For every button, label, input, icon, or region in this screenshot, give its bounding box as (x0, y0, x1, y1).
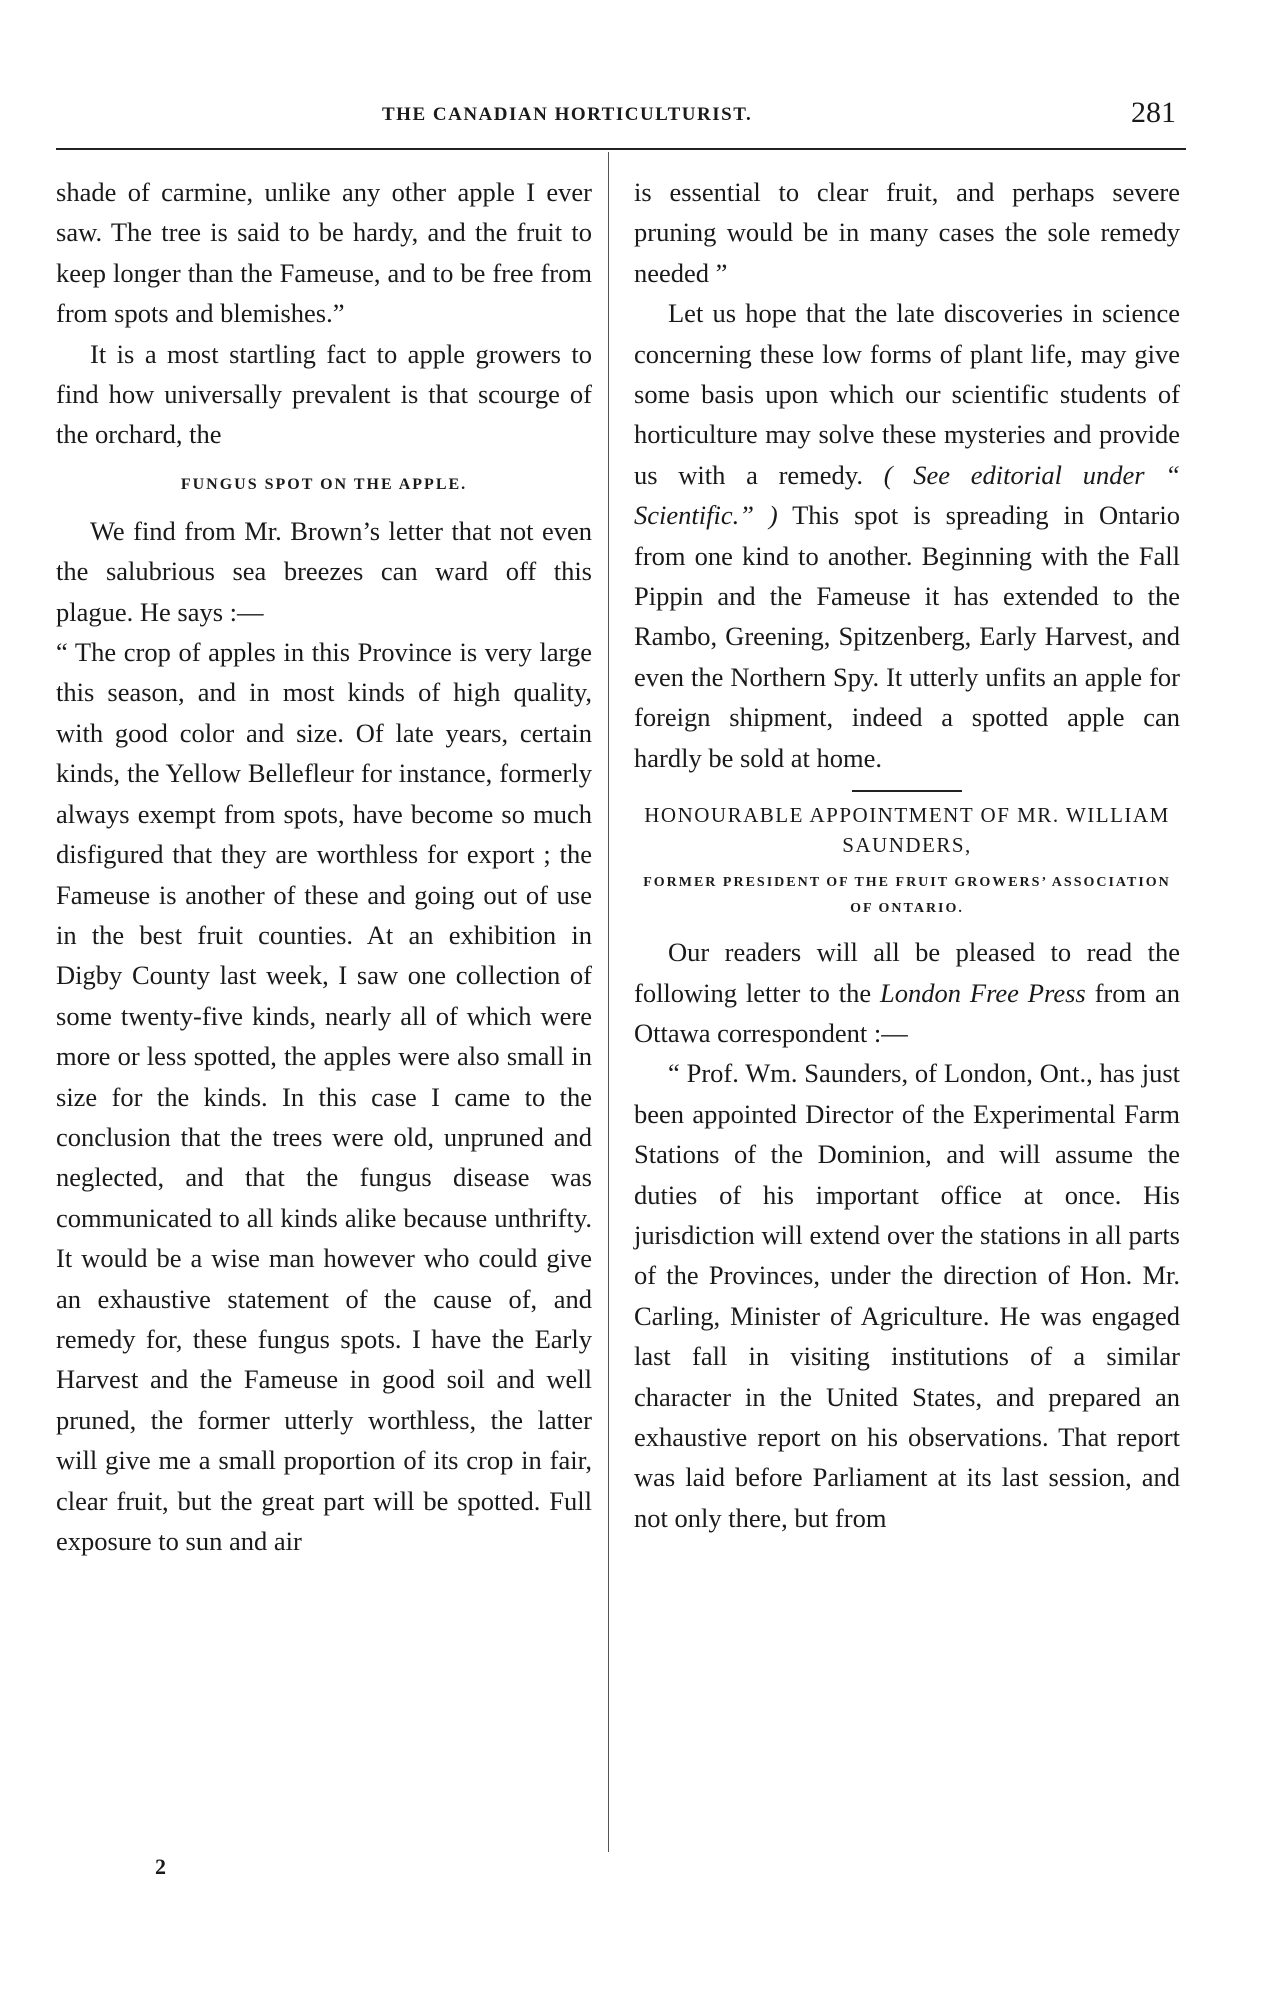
page-header (52, 96, 1184, 136)
section-subheading: FORMER PRESIDENT OF THE FRUIT GROWERS’ ASSOCIATION OF ONTARIO. (643, 875, 1171, 917)
left-paragraph-3: We find from Mr. Brown’s letter that not even the salubrious sea breezes can ward off this plague. He says :— (56, 515, 592, 627)
right-paragraph-4: “ Prof. Wm. Saunders, of London, Ont., has just been appointed Director of the Experimental Farm Stations of the Dominion, and will assume the duties of his important office at once. His jurisdiction will extend over the stations in all parts of the Provinces, under the direction of Hon. Mr. Carling, Minister of Agriculture. He was engaged last fall in visiting institutions of a similar character in the United States, and prepared an exhaustive report on his observations. That report was laid before Parliament at its last session, and not only there, but from (634, 1058, 1180, 1533)
column-divider (608, 152, 609, 1852)
right-paragraph-3-text-b: from an Ottawa correspondent :— (634, 977, 1181, 1048)
signature-mark: 2 (155, 1854, 166, 1879)
right-paragraph-1: is essential to clear fruit, and perhaps severe pruning would be in many cases the sole remedy needed ” (634, 177, 1180, 288)
right-paragraph-2-text-b: This spot is spreading in Ontario from one kind to another. Beginning with the Fall Pippin and the Fameuse it has extended to the Rambo, Greening, Spitzenberg, Early Harvest, and even the Northern Spy. It utterly unfits an apple for foreign shipment, indeed a spotted apple can hardly be sold at home. (634, 500, 1180, 773)
left-paragraph-4: “ The crop of apples in this Province is very large this season, and in most kinds of high quality, with good color and size. Of late years, certain kinds, the Yellow Bellefleur for instance, formerly always exempt from spots, have become so much disfigured that they are worthless for export ; the Fameuse is another of these and going out of use in the best fruit counties. At an exhibition in Digby County last week, I saw one collection of some twenty-five kinds, nearly all of which were more or less spotted, the apples were also small in size for the kinds. In this case I came to the conclusion that the trees were old, unpruned and neglected, and that the fungus disease was communicated to all kinds alike because unthrifty. It would be a wise man however who could give an exhaustive statement of the cause of, and remedy for, these fungus spots. I have the Early Harvest and the Fameuse in good soil and well pruned, the former utterly worthless, the latter will give me a small proportion of its crop in fair, clear fruit, but the great part will be spotted. Full exposure to sun and air (56, 637, 592, 1556)
left-paragraph-2: It is a most startling fact to apple growers to find how universally prevalent is that scourge of the orchard, the (56, 338, 592, 450)
right-paragraph-2 (634, 293, 1180, 778)
editorial-reference: ( See editorial under “ Scientific.” ) (634, 459, 1180, 531)
right-paragraph-3 (634, 932, 1180, 1053)
section-heading-fungus-spot: FUNGUS SPOT ON THE APPLE. (180, 475, 468, 493)
running-title: THE CANADIAN HORTICULTURIST. (382, 104, 753, 125)
page-number: 281 (1131, 96, 1176, 129)
publication-name: London Free Press (880, 977, 1086, 1008)
left-paragraph-1: shade of carmine, unlike any other apple I ever saw. The tree is said to be hardy, and the fruit to keep longer than the Fameuse, and to be free from from spots and blemishes.” (56, 177, 592, 329)
header-rule (56, 148, 1186, 150)
right-paragraph-2-text-a: Let us hope that the late discoveries in science concerning these low forms of plant life, may give some basis upon which our scientific students of horticulture may solve these mysteries and provide us with a remedy. (634, 298, 1180, 490)
right-paragraph-3-text-a: Our readers will all be pleased to read the following letter to the (634, 937, 1180, 1008)
right-column (634, 172, 1180, 1538)
section-rule (852, 790, 962, 792)
left-column (56, 172, 592, 1561)
section-heading-appointment: HONOURABLE APPOINTMENT OF MR. WILLIAM SAUNDERS, (644, 803, 1170, 858)
